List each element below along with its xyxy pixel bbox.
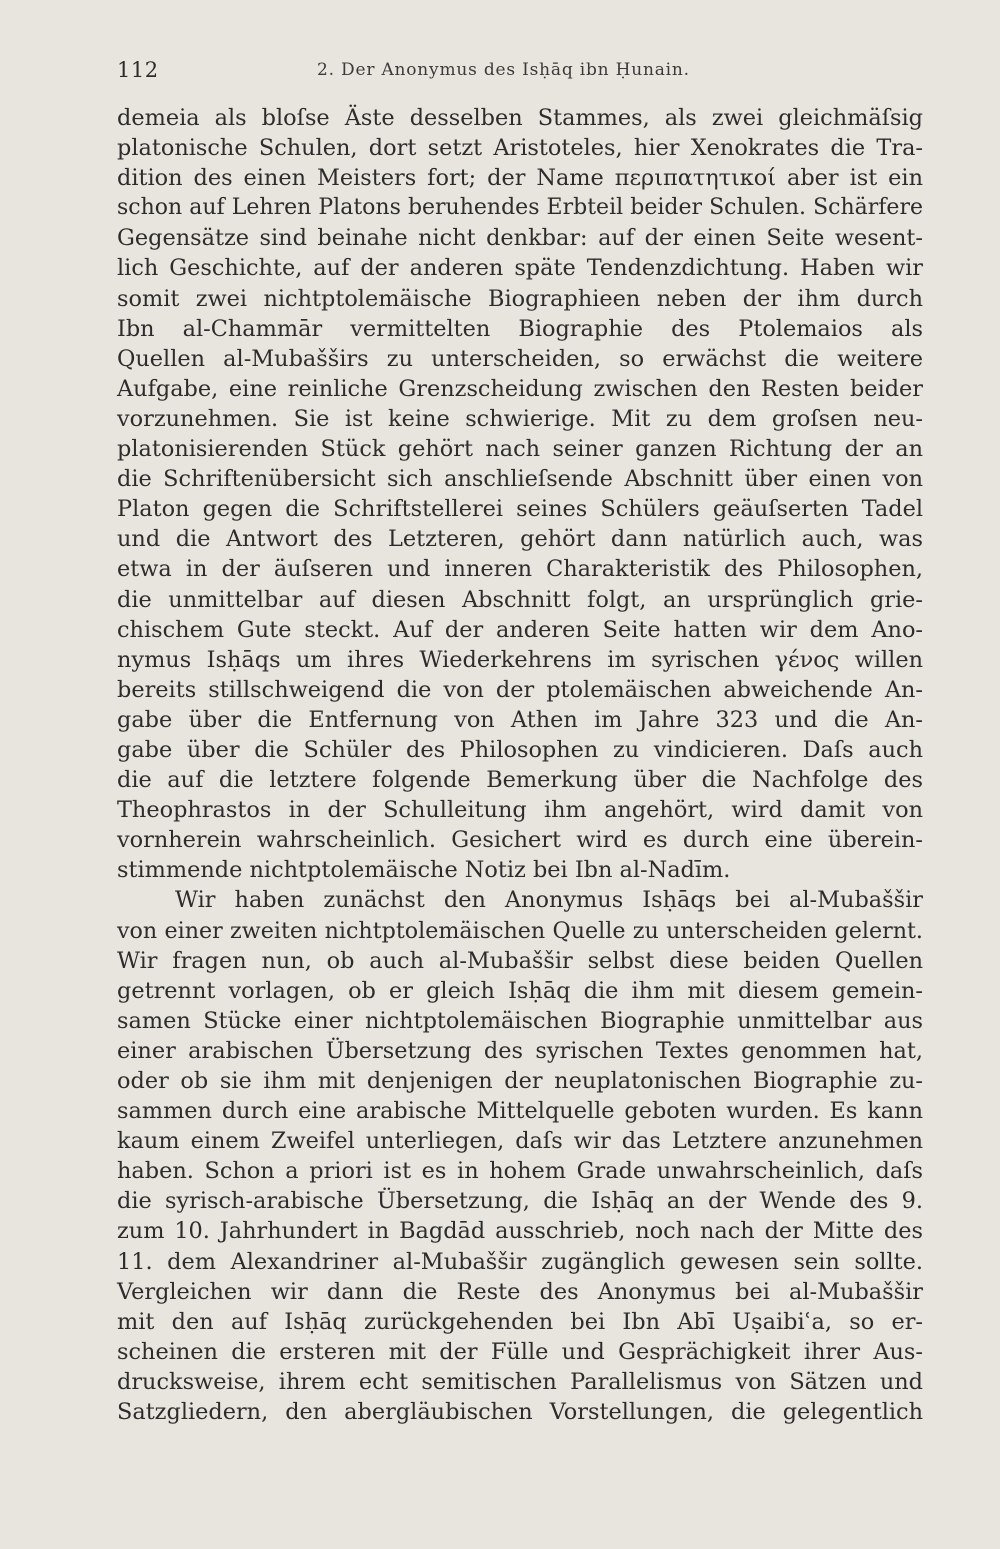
text-line: die auf die letztere folgende Bemerkung über die Nachfolge des [117, 767, 923, 794]
text-line: gabe über die Schüler des Philosophen zu vindicieren. Daſs auch [117, 736, 923, 763]
text-line: von einer zweiten nichtptolemäischen Quelle zu unterscheiden gelernt. [117, 917, 923, 944]
text-line: Ibn al-Chammār vermittelten Biographie des Ptolemaios als [117, 315, 923, 342]
text-line: drucksweise, ihrem echt semitischen Parallelismus von Sätzen und [117, 1368, 923, 1395]
text-line: kaum einem Zweifel unterliegen, daſs wir das Letztere anzunehmen [117, 1128, 923, 1155]
text-line: platonisierenden Stück gehört nach seiner ganzen Richtung der an [117, 436, 923, 463]
text-line: und die Antwort des Letzteren, gehört dann natürlich auch, was [117, 526, 923, 553]
text-line: zum 10. Jahrhundert in Bagdād ausschrieb, noch nach der Mitte des [117, 1218, 923, 1245]
text-line: platonische Schulen, dort setzt Aristoteles, hier Xenokrates die Tra- [117, 135, 923, 162]
text-line: bereits stillschweigend die von der ptolemäischen abweichende An- [117, 676, 923, 703]
text-line: sammen durch eine arabische Mittelquelle geboten wurden. Es kann [117, 1098, 923, 1125]
text-line: Vergleichen wir dann die Reste des Anonymus bei al-Mubaššir [117, 1278, 923, 1305]
text-line: Quellen al-Mubašširs zu unterscheiden, so erwächst die weitere [117, 345, 923, 372]
text-line: einer arabischen Übersetzung des syrischen Textes genommen hat, [117, 1037, 923, 1064]
text-line: vornherein wahrscheinlich. Gesichert wird es durch eine überein- [117, 827, 923, 854]
text-line: die unmittelbar auf diesen Abschnitt folgt, an ursprünglich grie- [117, 586, 923, 613]
text-line: schon auf Lehren Platons beruhendes Erbteil beider Schulen. Schärfere [117, 195, 923, 221]
text-line: demeia als bloſse Äste desselben Stammes, als zwei gleichmäſsig [117, 105, 923, 131]
text-line: getrennt vorlagen, ob er gleich Isḥāq die ihm mit diesem gemein- [117, 977, 923, 1004]
text-line: samen Stücke einer nichtptolemäischen Biographie unmittelbar aus [117, 1007, 923, 1034]
text-line: haben. Schon a priori ist es in hohem Grade unwahrscheinlich, daſs [117, 1158, 923, 1185]
body-text [117, 103, 923, 1427]
text-line: Platon gegen die Schriftstellerei seines Schülers geäuſserten Tadel [117, 496, 923, 523]
text-line: Satzgliedern, den abergläubischen Vorstellungen, die gelegentlich [117, 1399, 923, 1426]
text-line: gabe über die Entfernung von Athen im Jahre 323 und die An- [117, 706, 923, 733]
text-line: 11. dem Alexandriner al-Mubaššir zugänglich gewesen sein sollte. [117, 1248, 923, 1275]
text-line: Aufgabe, eine reinliche Grenzscheidung zwischen den Resten beider [117, 375, 923, 402]
text-line: Gegensätze sind beinahe nicht denkbar: auf der einen Seite wesent- [117, 225, 923, 252]
text-line: dition des einen Meisters fort; der Name περιπατητικοί aber ist ein [117, 165, 923, 192]
text-line: nymus Isḥāqs um ihres Wiederkehrens im syrischen γένος willen [117, 646, 923, 673]
text-line: scheinen die ersteren mit der Fülle und Gesprächigkeit ihrer Aus- [117, 1338, 923, 1365]
text-line: stimmende nichtptolemäische Notiz bei Ibn al-Nadīm. [117, 857, 731, 884]
text-line: oder ob sie ihm mit denjenigen der neuplatonischen Biographie zu- [117, 1068, 923, 1094]
text-line: die Schriftenübersicht sich anschlieſsende Abschnitt über einen von [117, 466, 923, 493]
running-head [117, 58, 923, 88]
text-line: vorzunehmen. Sie ist keine schwierige. Mit zu dem groſsen neu- [117, 405, 923, 432]
page-number: 112 [117, 58, 159, 82]
text-line: Theophrastos in der Schulleitung ihm angehört, wird damit von [117, 797, 923, 824]
text-line: Wir fragen nun, ob auch al-Mubaššir selbst diese beiden Quellen [117, 947, 923, 974]
text-line: chischem Gute steckt. Auf der anderen Seite hatten wir dem Ano- [117, 616, 923, 643]
running-title: 2. Der Anonymus des Isḥāq ibn Ḥunain. [317, 60, 690, 80]
text-line: mit den auf Isḥāq zurückgehenden bei Ibn Abī Uṣaibiʿa, so er- [117, 1308, 923, 1335]
text-line: Wir haben zunächst den Anonymus Isḥāqs bei al-Mubaššir [175, 887, 923, 914]
text-line: somit zwei nichtptolemäische Biographieen neben der ihm durch [117, 285, 923, 312]
text-line: lich Geschichte, auf der anderen späte Tendenzdichtung. Haben wir [117, 255, 923, 282]
text-line: etwa in der äuſseren und inneren Charakteristik des Philosophen, [117, 556, 923, 583]
text-line: die syrisch-arabische Übersetzung, die Isḥāq an der Wende des 9. [117, 1188, 923, 1215]
